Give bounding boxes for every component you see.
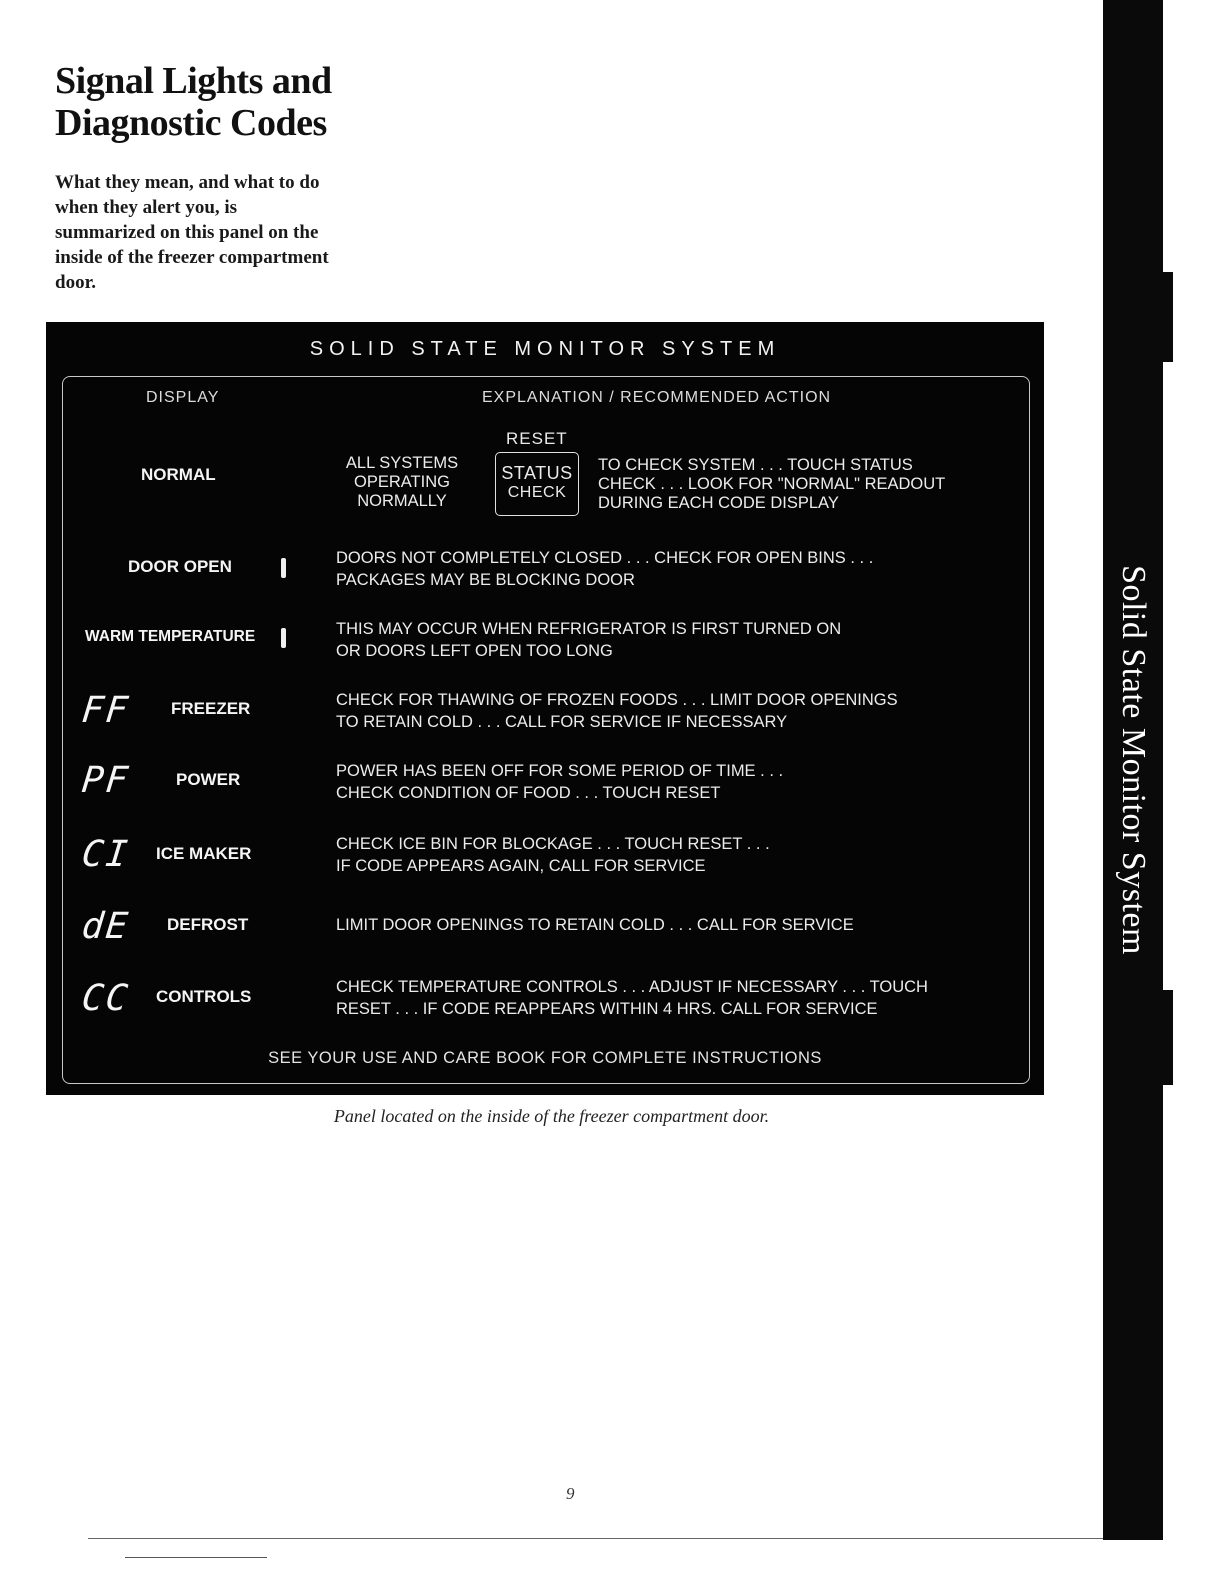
label-door-open: DOOR OPEN <box>128 557 232 576</box>
warm-line1: THIS MAY OCCUR WHEN REFRIGERATOR IS FIRST TURNED ON <box>336 620 842 638</box>
controls-line2: RESET . . . IF CODE REAPPEARS WITHIN 4 HRS. CALL FOR SERVICE <box>336 1000 878 1018</box>
label-ice-maker: ICE MAKER <box>156 844 252 863</box>
page-title-line1: Signal Lights and <box>55 60 332 102</box>
normal-status-text <box>337 454 467 511</box>
status-button-line1: STATUS <box>501 463 573 483</box>
door-open-line2: PACKAGES MAY BE BLOCKING DOOR <box>336 571 635 589</box>
explanation-door-open <box>336 547 1026 591</box>
code-pf: PF <box>79 760 132 801</box>
page-title-line2: Diagnostic Codes <box>55 102 327 144</box>
header-explanation: EXPLANATION / RECOMMENDED ACTION <box>482 389 832 406</box>
explanation-power <box>336 760 1026 804</box>
label-defrost: DEFROST <box>167 915 249 934</box>
label-freezer: FREEZER <box>171 699 251 718</box>
normal-right-line2: CHECK . . . LOOK FOR "NORMAL" READOUT <box>598 475 946 493</box>
normal-left-line3: NORMALLY <box>357 492 447 510</box>
page-number: 9 <box>566 1484 575 1503</box>
normal-right-line3: DURING EACH CODE DISPLAY <box>598 494 839 512</box>
header-display: DISPLAY <box>146 389 220 406</box>
figure-caption: Panel located on the inside of the freezer compartment door. <box>333 1106 770 1126</box>
normal-instructions <box>598 456 1018 513</box>
freezer-line1: CHECK FOR THAWING OF FROZEN FOODS . . . LIMIT DOOR OPENINGS <box>336 691 898 709</box>
panel-title: SOLID STATE MONITOR SYSTEM <box>309 338 781 360</box>
panel-footer: SEE YOUR USE AND CARE BOOK FOR COMPLETE INSTRUCTIONS <box>268 1049 822 1067</box>
code-cc: CC <box>79 978 132 1019</box>
status-button-line2: CHECK <box>507 484 567 501</box>
freezer-line2: TO RETAIN COLD . . . CALL FOR SERVICE IF NECESSARY <box>336 713 788 731</box>
warm-temperature-indicator-light <box>281 628 286 648</box>
intro-text: What they mean, and what to do when they alert you, is summarized on this panel on the inside of the freezer compartment door. <box>55 172 329 293</box>
bottom-rule <box>88 1538 1103 1539</box>
door-open-indicator-light <box>281 558 286 578</box>
door-open-line1: DOORS NOT COMPLETELY CLOSED . . . CHECK FOR OPEN BINS . . . <box>336 549 874 567</box>
page-title <box>55 60 332 144</box>
ice-line2: IF CODE APPEARS AGAIN, CALL FOR SERVICE <box>336 857 706 875</box>
warm-line2: OR DOORS LEFT OPEN TOO LONG <box>336 642 613 660</box>
code-ci: CI <box>79 834 132 875</box>
explanation-controls <box>336 976 1026 1020</box>
status-check-button <box>495 452 579 516</box>
label-normal: NORMAL <box>141 465 216 484</box>
controls-line1: CHECK TEMPERATURE CONTROLS . . . ADJUST IF NECESSARY . . . TOUCH <box>336 978 928 996</box>
label-controls: CONTROLS <box>156 987 252 1006</box>
explanation-ice-maker <box>336 833 1026 877</box>
normal-right-line1: TO CHECK SYSTEM . . . TOUCH STATUS <box>598 456 913 474</box>
code-ff: FF <box>79 690 132 731</box>
monitor-panel <box>46 322 1044 1095</box>
normal-left-line1: ALL SYSTEMS <box>345 454 459 472</box>
explanation-defrost <box>336 914 1026 936</box>
code-de: dE <box>79 906 132 947</box>
defrost-line1: LIMIT DOOR OPENINGS TO RETAIN COLD . . . CALL FOR SERVICE <box>336 916 854 934</box>
short-rule <box>125 1557 267 1558</box>
label-power: POWER <box>176 770 241 789</box>
explanation-warm-temperature <box>336 618 1026 662</box>
ice-line1: CHECK ICE BIN FOR BLOCKAGE . . . TOUCH RESET . . . <box>336 835 770 853</box>
side-tab-top <box>1163 272 1173 362</box>
power-line2: CHECK CONDITION OF FOOD . . . TOUCH RESET <box>336 784 721 802</box>
explanation-freezer <box>336 689 1026 733</box>
normal-left-line2: OPERATING <box>354 473 450 491</box>
side-label: Solid State Monitor System <box>1115 565 1152 955</box>
side-tab-bottom <box>1163 990 1173 1085</box>
reset-label: RESET <box>506 429 568 448</box>
power-line1: POWER HAS BEEN OFF FOR SOME PERIOD OF TIME . . . <box>336 762 784 780</box>
label-warm-temperature: WARM TEMPERATURE <box>85 628 256 645</box>
